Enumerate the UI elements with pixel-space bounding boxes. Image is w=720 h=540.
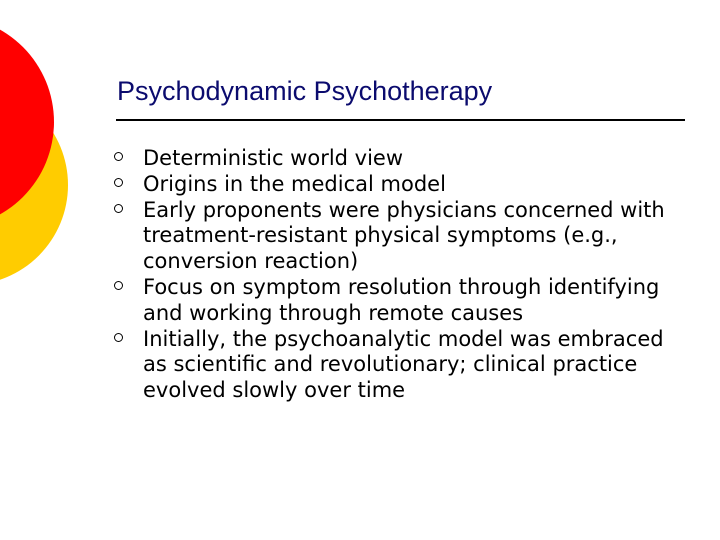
bullet-text: Early proponents were physicians concerned with treatment-resistant physical symptoms (e.g., conversion reaction)	[143, 197, 665, 274]
hollow-circle-bullet-icon	[114, 281, 123, 290]
slide-title: Psychodynamic Psychotherapy	[117, 76, 493, 106]
bullet-item	[114, 198, 674, 275]
hollow-circle-bullet-icon	[114, 333, 123, 342]
bullet-text: Focus on symptom resolution through identifying and working through remote causes	[143, 274, 660, 325]
bullet-text: Deterministic world view	[143, 146, 404, 170]
bullet-text: Origins in the medical model	[143, 171, 446, 196]
hollow-circle-bullet-icon	[114, 152, 123, 161]
bullet-item	[114, 172, 674, 198]
bullet-list	[114, 146, 674, 404]
title-divider	[116, 119, 685, 121]
hollow-circle-bullet-icon	[114, 178, 123, 187]
bullet-item	[114, 327, 674, 404]
bullet-text: Initially, the psychoanalytic model was embraced as scientific and revolutionary; clinical practice evolved slowly over time	[143, 326, 664, 403]
hollow-circle-bullet-icon	[114, 204, 123, 213]
bullet-item	[114, 275, 674, 327]
bullet-item	[114, 146, 674, 172]
